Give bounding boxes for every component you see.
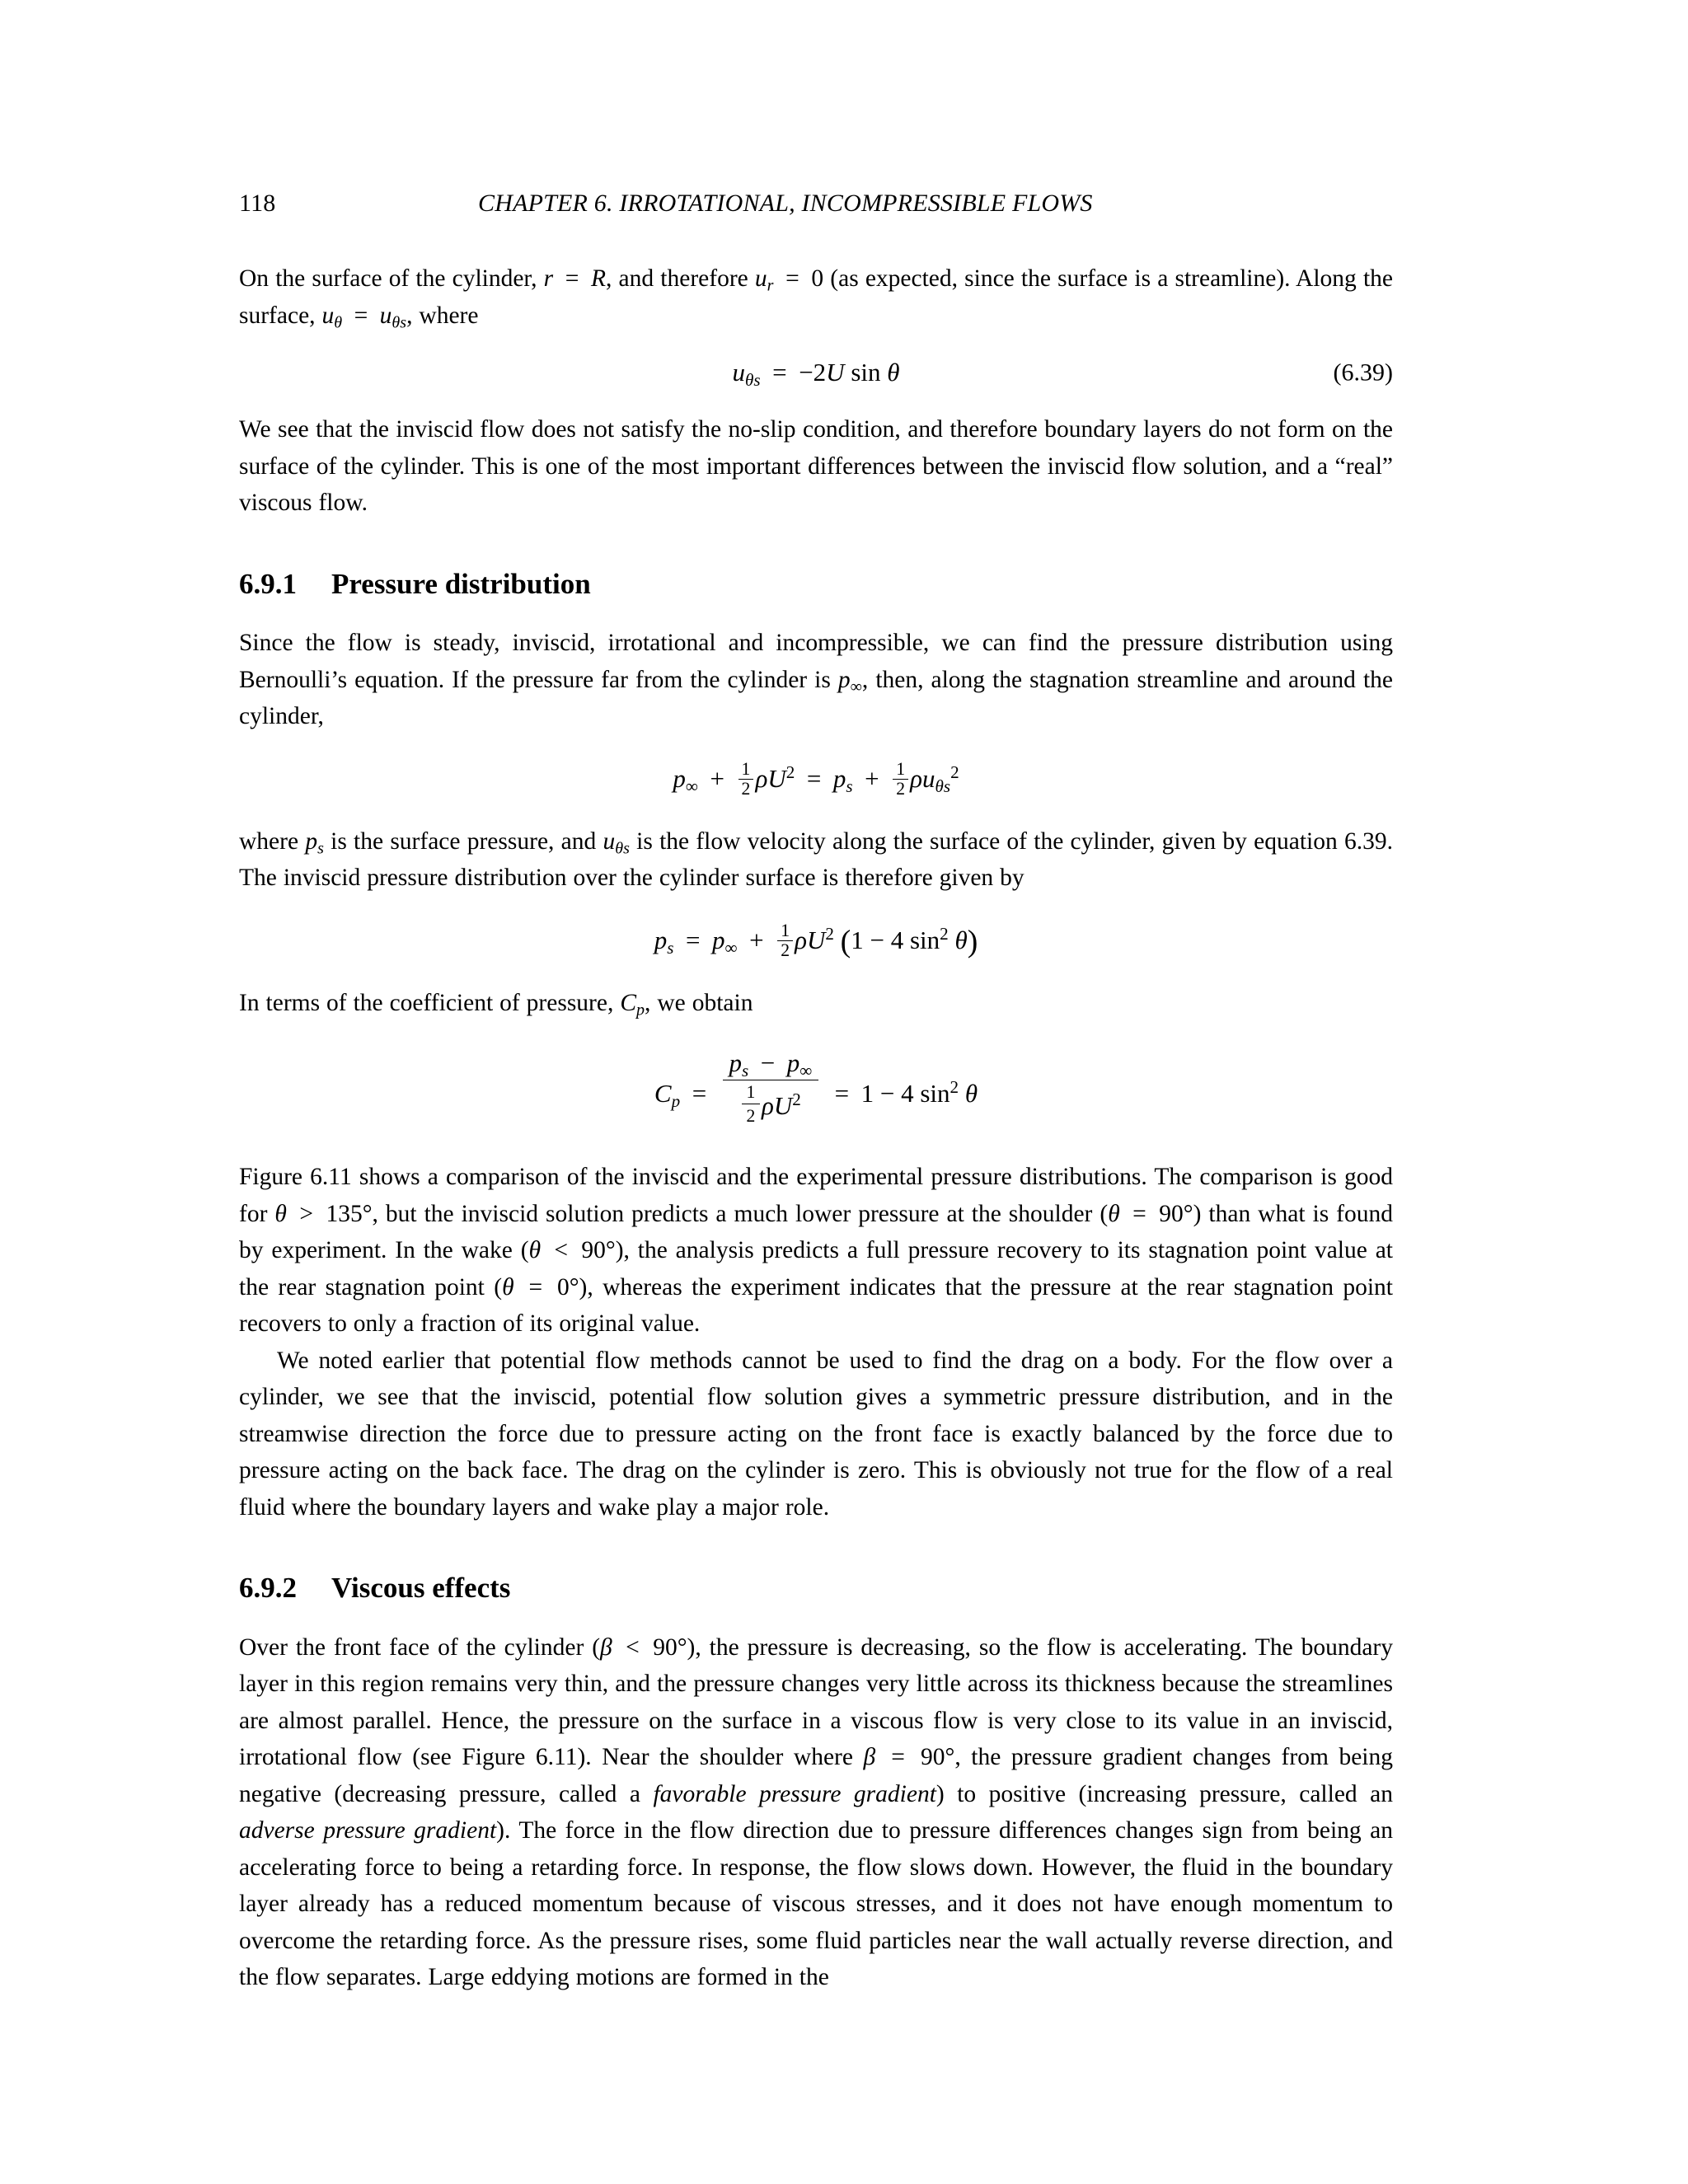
inline-math-u-theta-s: $u_{\theta s}$ bbox=[603, 827, 630, 858]
text-fragment: , whereas the experiment indicates that the pressure at the rear stagnation point recovers to only a fraction of its original value. bbox=[239, 1273, 1393, 1338]
inline-math-ur-zero: $u_r = 0$ bbox=[754, 265, 824, 295]
equation-6-39-tag: (6.39) bbox=[1333, 359, 1393, 387]
text-fragment: (as expected, since the surface is a streamline). Along the surface, bbox=[239, 265, 1393, 329]
inline-math-r-equals-R: r = R bbox=[543, 265, 607, 292]
term-adverse-pressure-gradient: adverse pressure gradient bbox=[239, 1817, 497, 1844]
text-fragment: Since the flow is steady, inviscid, irrotational and incompressible, we can find the pressure distribution using Bernoulli’s equation. If the pressure far from the cylinder is bbox=[239, 630, 1393, 693]
inline-math-beta-eq-90: β = 90° bbox=[863, 1744, 955, 1771]
paragraph-no-slip: We see that the inviscid flow does not satisfy the no-slip condition, and therefore boundary layers do not form on the surface of the cylinder. This is one of the most important differences between the inviscid flow solution, and a “real” viscous flow. bbox=[239, 416, 1393, 517]
chapter-title: CHAPTER 6. IRROTATIONAL, INCOMPRESSIBLE FLOWS bbox=[478, 190, 1093, 217]
page-content bbox=[239, 190, 1393, 1996]
section-heading-6-9-2 bbox=[239, 1570, 1393, 1606]
text-fragment: , and therefore bbox=[606, 265, 755, 292]
inline-math-theta-eq-0: (θ = 0°) bbox=[494, 1273, 588, 1301]
text-fragment: , the pressure gradient changes from being negative (decreasing pressure, called a bbox=[239, 1744, 1393, 1807]
text-fragment: where bbox=[239, 827, 306, 855]
equation-cp bbox=[239, 1049, 1393, 1126]
term-favorable-pressure-gradient: favorable pressure gradient bbox=[653, 1780, 936, 1807]
text-fragment: In terms of the coefficient of pressure, bbox=[239, 989, 621, 1016]
text-fragment: On the surface of the cylinder, bbox=[239, 265, 544, 292]
equation-cp-expression: $C_p$ = $p_s - p_\infty$ $\frac{1}{2}$ $\rho U^2$ = 1 − 4 $\sin^2 \theta$ bbox=[654, 1048, 978, 1127]
paragraph-surface-cylinder bbox=[239, 260, 1393, 334]
paragraph-viscous-effects bbox=[239, 1629, 1393, 1996]
inline-math-beta-lt-90: (β < 90°) bbox=[592, 1633, 696, 1661]
page-number: 118 bbox=[239, 190, 276, 217]
text-fragment: , the analysis predicts a full pressure recovery to its stagnation point value at the rear stagnation point bbox=[239, 1237, 1393, 1301]
inline-math-theta-lt-90: (θ < 90°) bbox=[520, 1237, 624, 1264]
inline-math-theta-eq-90: (θ = 90°) bbox=[1100, 1200, 1202, 1227]
text-fragment: is the surface pressure, and bbox=[323, 827, 603, 855]
inline-math-Cp: $C_p$ bbox=[620, 989, 645, 1019]
paragraph-surface-pressure-def bbox=[239, 823, 1393, 897]
section-number: 6.9.2 bbox=[239, 1572, 297, 1605]
text-fragment: , but the inviscid solution predicts a much lower pressure at the shoulder bbox=[372, 1200, 1100, 1227]
text-fragment: ). The force in the flow direction due to pressure differences changes sign from being an accelerating force to being a retarding force. In response, the flow slows down. However, the fluid in the boundary layer already has a reduced momentum because of viscous stresses, and it does not have enough momentum to overcome the retarding force. As the pressure rises, some fluid particles near the wall actually reverse direction, and the flow separates. Large eddying motions are formed in the bbox=[239, 1817, 1393, 1991]
equation-ps-expression: $p_s = p_\infty$ + $\frac{1}{2}$ $\rho U^2$ (1 − 4 $\sin^2 \theta$) bbox=[654, 920, 978, 960]
text-fragment: ) to positive (increasing pressure, called an bbox=[935, 1780, 1393, 1807]
inline-math-p-s: $p_s$ bbox=[305, 827, 324, 858]
paragraph-coefficient-intro bbox=[239, 985, 1393, 1022]
running-header bbox=[239, 190, 1393, 218]
equation-6-39 bbox=[239, 358, 1393, 390]
equation-ps-distribution bbox=[239, 921, 1393, 960]
text-fragment: Figure 6.11 shows a comparison of the inviscid and the experimental pressure distributions. The comparison is good for bbox=[239, 1164, 1393, 1227]
section-title: Viscous effects bbox=[331, 1572, 511, 1605]
equation-bernoulli bbox=[239, 760, 1393, 799]
text-fragment: , where bbox=[406, 302, 479, 329]
inline-math-p-infinity: $p_\infty$ bbox=[837, 666, 862, 696]
section-heading-6-9-1 bbox=[239, 566, 1393, 602]
section-title: Pressure distribution bbox=[331, 567, 591, 600]
equation-6-39-expression: $u_{\theta s} = -2U$ sin θ bbox=[732, 358, 900, 390]
paragraph-bernoulli-intro bbox=[239, 625, 1393, 735]
text-fragment: than what is found by experiment. In the wake bbox=[239, 1200, 1393, 1264]
paragraph-drag-on-body: We noted earlier that potential flow methods cannot be used to find the drag on a body. For the flow over a cylinder, we see that the inviscid, potential flow solution gives a symmetric pressure distribution, and in the streamwise direction the force due to pressure acting on the front face is exactly balanced by the force due to pressure acting on the back face. The drag on the cylinder is zero. This is obviously not true for the flow of a real fluid where the boundary layers and wake play a major role. bbox=[239, 1347, 1393, 1521]
equation-bernoulli-expression: $p_\infty$ + $\frac{1}{2}$ $\rho U^2 = p_s$ + $\frac{1}{2}$ $\rho u_{\theta s}^2$ bbox=[673, 758, 959, 799]
inline-math-utheta-equals-uthetas: $u_\theta = u_{\theta s}$ bbox=[321, 302, 407, 332]
text-fragment: Over the front face of the cylinder bbox=[239, 1633, 593, 1661]
text-fragment: , then, along the stagnation streamline and around the cylinder, bbox=[239, 666, 1393, 730]
text-fragment: , we obtain bbox=[645, 989, 753, 1016]
paragraph-figure-6-11 bbox=[239, 1159, 1393, 1343]
text-fragment: is the flow velocity along the surface of the cylinder, given by equation 6.39. The inviscid pressure distribution over the cylinder surface is therefore given by bbox=[239, 827, 1393, 892]
text-fragment: , the pressure is decreasing, so the flow is accelerating. The boundary layer in this region remains very thin, and the pressure changes very little across its thickness because the streamlines are almost parallel. Hence, the pressure on the surface in a viscous flow is very close to its value in an inviscid, irrotational flow (see Figure 6.11). Near the shoulder where bbox=[239, 1633, 1394, 1771]
inline-math-theta-gt-135: θ > 135° bbox=[274, 1200, 373, 1227]
section-number: 6.9.1 bbox=[239, 567, 297, 600]
